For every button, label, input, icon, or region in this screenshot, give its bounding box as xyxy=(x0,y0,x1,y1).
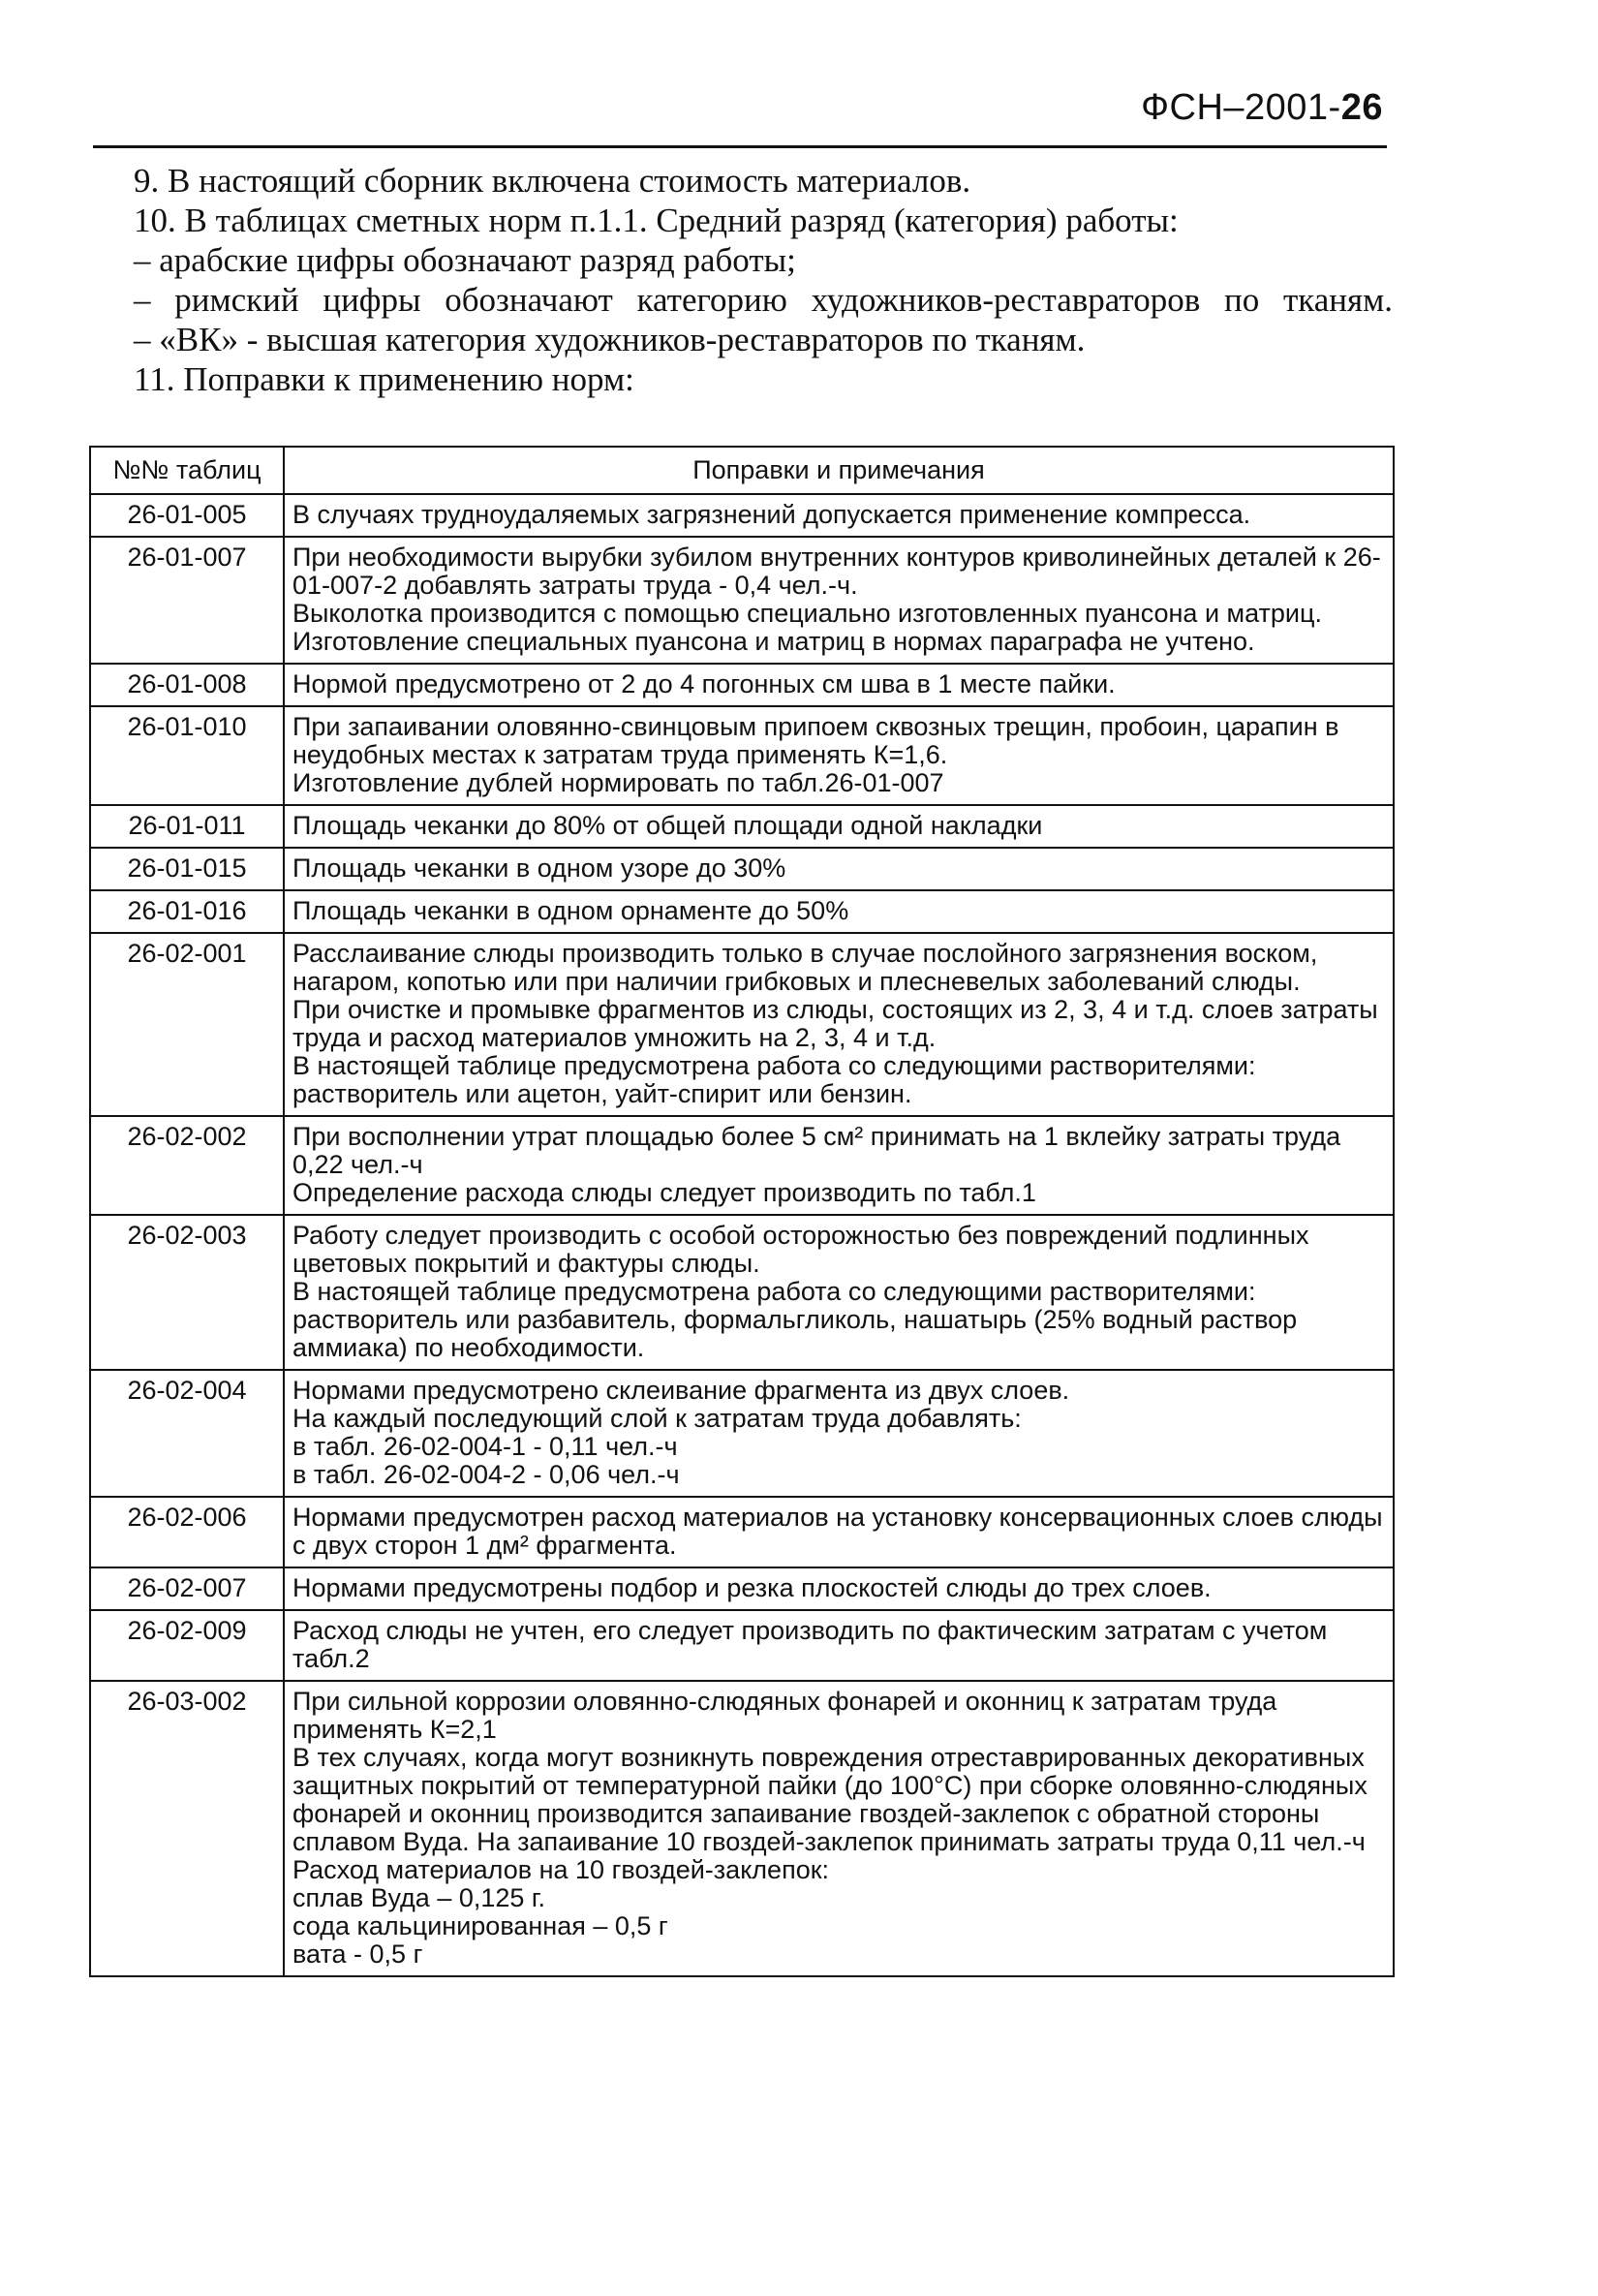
table-row xyxy=(90,1681,1394,1976)
note-line: вата - 0,5 г xyxy=(292,1939,423,1969)
table-row xyxy=(90,890,1394,933)
note-cell xyxy=(284,537,1394,664)
table-number-cell: 26-01-015 xyxy=(90,848,284,890)
table-row xyxy=(90,1497,1394,1567)
column-header-notes: Поправки и примечания xyxy=(284,447,1394,494)
note-cell xyxy=(284,706,1394,805)
table-number-cell: 26-01-010 xyxy=(90,706,284,805)
note-line: Расслаивание слюды производить только в случае послойного загрязнения воском, нагаром, копотью или при наличии грибковых и плесневелых заболеваний слюды. xyxy=(292,939,1318,996)
note-cell xyxy=(284,1567,1394,1610)
table-number-cell: 26-01-011 xyxy=(90,805,284,848)
note-line: При восполнении утрат площадью более 5 см² принимать на 1 вклейку затраты труда 0,22 чел.-ч xyxy=(292,1122,1341,1179)
note-cell xyxy=(284,848,1394,890)
intro-section xyxy=(85,161,1393,399)
table-number-cell: 26-02-002 xyxy=(90,1116,284,1215)
note-cell xyxy=(284,1215,1394,1370)
note-line: Работу следует производить с особой осторожностью без повреждений подлинных цветовых покрытий и фактуры слюды. xyxy=(292,1221,1309,1278)
table-body xyxy=(90,494,1394,1976)
note-line: сода кальцинированная – 0,5 г xyxy=(292,1911,668,1940)
note-cell xyxy=(284,1116,1394,1215)
column-header-tables: №№ таблиц xyxy=(90,447,284,494)
note-line: Расход слюды не учтен, его следует производить по фактическим затратам с учетом табл.2 xyxy=(292,1616,1328,1673)
table-row xyxy=(90,494,1394,537)
table-row xyxy=(90,1116,1394,1215)
table-number-cell: 26-02-004 xyxy=(90,1370,284,1497)
table-row xyxy=(90,848,1394,890)
note-line: При очистке и промывке фрагментов из слюды, состоящих из 2, 3, 4 и т.д. слоев затраты труда и расход материалов умножить на 2, 3, 4 и т.д. xyxy=(292,995,1378,1052)
document-code-prefix: ФСН–2001- xyxy=(1141,87,1341,128)
note-cell xyxy=(284,933,1394,1116)
document-code xyxy=(1141,87,1383,129)
table-row xyxy=(90,1567,1394,1610)
table-number-cell: 26-02-009 xyxy=(90,1610,284,1681)
corrections-table xyxy=(89,446,1395,1977)
table-number-cell: 26-02-001 xyxy=(90,933,284,1116)
note-line: В тех случаях, когда могут возникнуть повреждения отреставрированных декоративных защитных покрытий от температурной пайки (до 100°С) при сборке оловянно-слюдяных фонарей и оконниц производится запаивание гвоздей-заклепок с обратной стороны сплавом Вуда. На запаивание 10 гвоздей-заклепок принимать затраты труда 0,11 чел.-ч xyxy=(292,1743,1368,1856)
table-row xyxy=(90,805,1394,848)
note-line: Расход материалов на 10 гвоздей-заклепок: xyxy=(292,1855,830,1884)
intro-dash-2: – римский цифры обозначают категорию художников-реставраторов по тканям. xyxy=(134,281,1393,319)
note-line: В настоящей таблице предусмотрена работа со следующими растворителями: растворитель или ацетон, уайт-спирит или бензин. xyxy=(292,1051,1256,1108)
note-line: Нормой предусмотрено от 2 до 4 погонных см шва в 1 месте пайки. xyxy=(292,669,1116,698)
table-header-row xyxy=(90,447,1394,494)
note-line: При необходимости вырубки зубилом внутренних контуров криволинейных деталей к 26-01-007-2 добавлять затраты труда - 0,4 чел.-ч. xyxy=(292,543,1381,600)
table-row xyxy=(90,1610,1394,1681)
intro-item-9: 9. В настоящий сборник включена стоимость материалов. xyxy=(134,162,971,200)
note-line: При запаивании оловянно-свинцовым припоем сквозных трещин, пробоин, царапин в неудобных местах к затратам труда применять К=1,6. xyxy=(292,712,1339,769)
note-line: Площадь чеканки в одном узоре до 30% xyxy=(292,853,786,883)
table-row xyxy=(90,1215,1394,1370)
note-line: Изготовление дублей нормировать по табл.26-01-007 xyxy=(292,768,944,797)
table-number-cell: 26-01-016 xyxy=(90,890,284,933)
note-cell xyxy=(284,805,1394,848)
note-cell xyxy=(284,1497,1394,1567)
page-number: 26 xyxy=(1340,87,1383,128)
note-line: В случаях трудноудаляемых загрязнений допускается применение компресса. xyxy=(292,500,1251,529)
table-number-cell: 26-01-008 xyxy=(90,664,284,706)
note-line: в табл. 26-02-004-1 - 0,11 чел.-ч xyxy=(292,1432,678,1461)
intro-item-11: 11. Поправки к применению норм: xyxy=(134,360,634,398)
note-line: сплав Вуда – 0,125 г. xyxy=(292,1883,545,1912)
note-cell xyxy=(284,890,1394,933)
note-line: Нормами предусмотрено склеивание фрагмента из двух слоев. xyxy=(292,1376,1070,1405)
note-line: Площадь чеканки до 80% от общей площади одной накладки xyxy=(292,811,1043,840)
note-line: Определение расхода слюды следует производить по табл.1 xyxy=(292,1178,1036,1207)
note-line: В настоящей таблице предусмотрена работа со следующими растворителями: растворитель или разбавитель, формальгликоль, нашатырь (25% водный раствор аммиака) по необходимости. xyxy=(292,1277,1298,1362)
header-rule xyxy=(93,145,1387,148)
note-cell xyxy=(284,1610,1394,1681)
table-number-cell: 26-02-006 xyxy=(90,1497,284,1567)
note-line: Нормами предусмотрены подбор и резка плоскостей слюды до трех слоев. xyxy=(292,1573,1212,1602)
note-cell xyxy=(284,1681,1394,1976)
table-row xyxy=(90,933,1394,1116)
table-number-cell: 26-01-005 xyxy=(90,494,284,537)
table-row xyxy=(90,1370,1394,1497)
note-cell xyxy=(284,664,1394,706)
table-number-cell: 26-01-007 xyxy=(90,537,284,664)
table-row xyxy=(90,537,1394,664)
table-row xyxy=(90,706,1394,805)
table-number-cell: 26-03-002 xyxy=(90,1681,284,1976)
note-line: При сильной коррозии оловянно-слюдяных фонарей и оконниц к затратам труда применять К=2,1 xyxy=(292,1687,1277,1744)
table-number-cell: 26-02-007 xyxy=(90,1567,284,1610)
note-line: Выколотка производится с помощью специально изготовленных пуансона и матриц. Изготовление специальных пуансона и матриц в нормах параграфа не учтено. xyxy=(292,599,1322,656)
intro-item-10: 10. В таблицах сметных норм п.1.1. Средний разряд (категория) работы: xyxy=(134,202,1179,239)
intro-dash-3: – «ВК» - высшая категория художников-реставраторов по тканям. xyxy=(134,321,1086,358)
table-row xyxy=(90,664,1394,706)
note-line: Нормами предусмотрен расход материалов на установку консервационных слоев слюды с двух сторон 1 дм² фрагмента. xyxy=(292,1503,1383,1560)
note-line: На каждый последующий слой к затратам труда добавлять: xyxy=(292,1404,1022,1433)
table-number-cell: 26-02-003 xyxy=(90,1215,284,1370)
note-cell xyxy=(284,494,1394,537)
note-line: Площадь чеканки в одном орнаменте до 50% xyxy=(292,896,849,925)
note-cell xyxy=(284,1370,1394,1497)
intro-dash-1: – арабские цифры обозначают разряд работы; xyxy=(134,241,796,279)
note-line: в табл. 26-02-004-2 - 0,06 чел.-ч xyxy=(292,1460,680,1489)
